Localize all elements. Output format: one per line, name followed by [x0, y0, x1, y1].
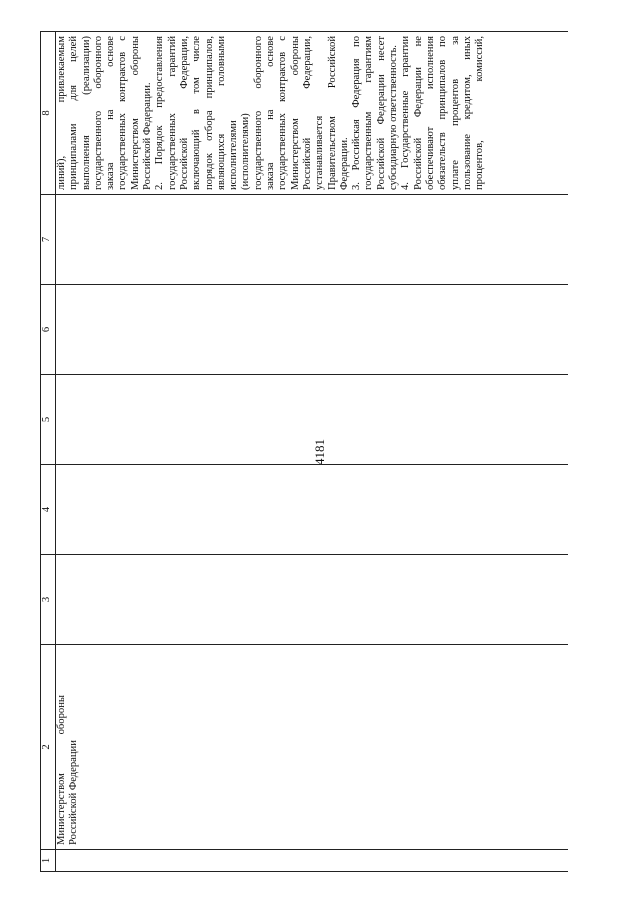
rotated-table-container [40, 32, 570, 872]
column-header: 1 [41, 850, 56, 872]
cell-line: государственных контрактов с [117, 36, 129, 190]
table-cell [56, 555, 569, 645]
column-header: 5 [41, 375, 56, 465]
cell-line: Российской Федерации, [301, 36, 313, 190]
cell-line: 2. Порядок предоставления [154, 36, 166, 190]
table-cell-col8 [56, 32, 569, 195]
header-row [41, 32, 56, 872]
column-header: 4 [41, 465, 56, 555]
cell-line: государственного оборонного [252, 36, 264, 190]
column-header: 6 [41, 285, 56, 375]
table-cell [56, 195, 569, 285]
cell-line: Правительством Российской [326, 36, 338, 190]
column-header: 2 [41, 645, 56, 850]
cell-line: исполнителями [228, 120, 240, 190]
column-header: 3 [41, 555, 56, 645]
table-cell [56, 285, 569, 375]
cell-line: Министерством обороны [56, 695, 67, 845]
cell-line: Российской Федерации. [142, 82, 154, 190]
cell-line: Российской Федерации несет [375, 36, 387, 190]
table-cell [56, 850, 569, 872]
cell-line: Министерством обороны [289, 36, 301, 190]
cell-line: Федерации. [338, 137, 350, 190]
cell-line: государственных гарантий [166, 36, 178, 190]
cell-line: Российской Федерации не [412, 36, 424, 190]
page-number: 4181 [312, 439, 327, 465]
cell-line: порядок отбора принципалов, [203, 36, 215, 190]
table-cell [56, 465, 569, 555]
cell-line: заказа на основе [105, 36, 117, 190]
cell-line: 3. Российская Федерация по [351, 36, 363, 190]
cell-line: обязательств принципалов по [437, 36, 449, 190]
table-cell-col2 [56, 645, 569, 850]
cell-line: являющихся головными [215, 36, 227, 190]
cell-line: заказа на основе [265, 36, 277, 190]
data-table [40, 31, 568, 872]
cell-line: Российской Федерации [68, 740, 80, 845]
cell-line: Министерством обороны [129, 36, 141, 190]
cell-line: (исполнителями) [240, 113, 252, 190]
cell-line: обеспечивают исполнения [424, 36, 436, 190]
cell-line: 4. Государственные гарантии [400, 36, 412, 190]
cell-line: Российской Федерации, [178, 36, 190, 190]
table-cell [56, 375, 569, 465]
table-row [56, 32, 569, 872]
cell-line: устанавливается [314, 115, 326, 190]
cell-line: пользование кредитом, иных [461, 36, 473, 190]
cell-line: государственного оборонного [92, 36, 104, 190]
cell-line: уплате процентов за [449, 36, 461, 190]
column-header: 7 [41, 195, 56, 285]
cell-line: государственных контрактов с [277, 36, 289, 190]
cell-line: включающий в том числе [191, 36, 203, 190]
cell-line: процентов, комиссий, [474, 36, 486, 190]
cell-line: принципалами для целей [68, 36, 80, 190]
cell-line: линий), привлекаемым [56, 36, 67, 190]
column-header: 8 [41, 32, 56, 195]
cell-line: выполнения (реализации) [80, 36, 92, 190]
cell-line: субсидиарную ответственность. [388, 45, 400, 190]
cell-line: государственным гарантиям [363, 36, 375, 190]
